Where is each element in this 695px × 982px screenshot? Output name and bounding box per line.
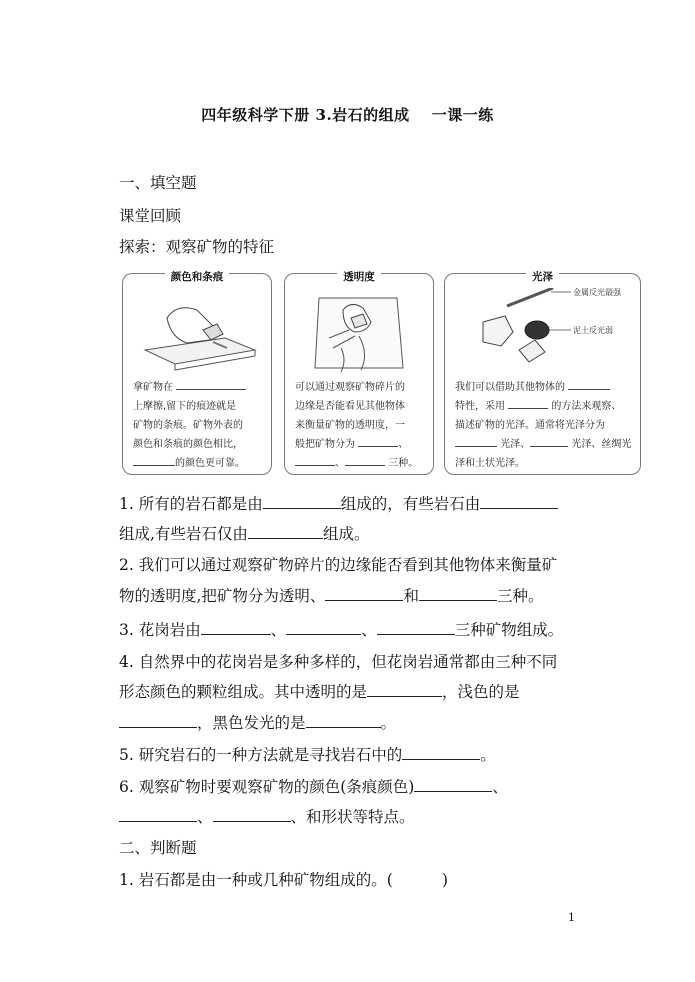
answer-blank[interactable]	[119, 807, 197, 822]
answer-blank[interactable]	[306, 713, 381, 728]
answer-blank[interactable]	[201, 620, 271, 635]
question-4: 4. 自然界中的花岗岩是多种多样的，但花岗岩通常都由三种不同	[119, 653, 558, 671]
answer-blank[interactable]	[345, 455, 385, 466]
judgment-1: 1. 岩石都是由一种或几种矿物组成的。( )	[119, 871, 449, 889]
answer-blank[interactable]	[402, 745, 480, 760]
question-2: 2. 我们可以通过观察矿物碎片的边缘能否看到其他物体来衡量矿	[119, 556, 558, 574]
transparency-illustration	[289, 288, 429, 372]
panel-text: 可以通过观察矿物碎片的 边缘是否能看见其他物体 来衡量矿物的透明度，一 般把矿物分为 、 、 三种。	[295, 382, 419, 469]
panel-luster	[444, 273, 641, 475]
answer-blank[interactable]	[286, 620, 361, 635]
luster-illustration	[449, 288, 636, 372]
panel-title: 透明度	[337, 271, 381, 283]
panel-title: 光泽	[526, 271, 559, 283]
answer-blank[interactable]	[325, 586, 403, 601]
answer-blank[interactable]	[377, 620, 455, 635]
answer-blank[interactable]	[367, 682, 442, 697]
question-6: 6. 观察矿物时要观察矿物的颜色(条痕颜色) 、	[119, 778, 508, 796]
question-6-cont: 、 、和形状等特点。	[119, 805, 415, 827]
section-fill-in: 一、填空题	[119, 174, 197, 192]
luster-label-earthy: 泥土反光弱	[573, 326, 613, 335]
answer-blank[interactable]	[530, 436, 568, 447]
answer-blank[interactable]	[480, 494, 558, 509]
luster-label-metal: 金属反光最强	[573, 288, 621, 297]
answer-blank[interactable]	[248, 524, 323, 539]
page-title: 四年级科学下册 3.岩石的组成 一课一练	[201, 106, 494, 124]
question-2-cont: 物的透明度,把矿物分为透明、 和 三种。	[119, 587, 544, 605]
answer-blank[interactable]	[213, 807, 291, 822]
question-3: 3. 花岗岩由 、 、 三种矿物组成。	[119, 621, 564, 639]
panel-text: 我们可以借助其他物体的 特性，采用 的方法来观察、 描述矿物的光泽。通常将光泽分为 光泽、 光泽、丝绸光 泽和土状光泽。	[455, 378, 634, 473]
answer-blank[interactable]	[119, 713, 197, 728]
section-explore: 探索：观察矿物的特征	[119, 238, 275, 256]
mineral-features-figure	[122, 265, 642, 480]
panel-color-streak	[122, 273, 272, 475]
answer-blank[interactable]	[455, 436, 497, 447]
answer-blank[interactable]	[414, 777, 492, 792]
question-4-cont2: ，黑色发光的是 。	[119, 711, 396, 733]
panel-transparency	[284, 273, 434, 475]
question-4-cont: 形态颜色的颗粒组成。其中透明的是 ，浅色的是	[119, 683, 520, 701]
answer-blank[interactable]	[358, 436, 398, 447]
page-number: 1	[568, 911, 575, 924]
section-review: 课堂回顾	[119, 207, 182, 225]
panel-text: 拿矿物在 上摩擦,留下的痕迹就是 矿物的条痕。矿物外表的 颜色和条痕的颜色相比， 的颜色更可靠。	[133, 378, 265, 473]
question-5: 5. 研究岩石的一种方法就是寻找岩石中的 。	[119, 746, 496, 764]
panel-title: 颜色和条痕	[165, 271, 230, 283]
answer-blank[interactable]	[419, 586, 497, 601]
answer-blank[interactable]	[263, 494, 341, 509]
answer-blank[interactable]	[568, 379, 610, 390]
answer-blank[interactable]	[133, 455, 175, 466]
answer-blank[interactable]	[176, 379, 246, 390]
question-1-cont: 组成,有些岩石仅由 组成。	[119, 525, 370, 543]
question-1: 1. 所有的岩石都是由 组成的，有些岩石由	[119, 492, 558, 514]
streak-plate-illustration	[127, 288, 267, 372]
answer-blank[interactable]	[295, 455, 335, 466]
answer-blank[interactable]	[508, 398, 548, 409]
section-true-false: 二、判断题	[119, 839, 197, 857]
